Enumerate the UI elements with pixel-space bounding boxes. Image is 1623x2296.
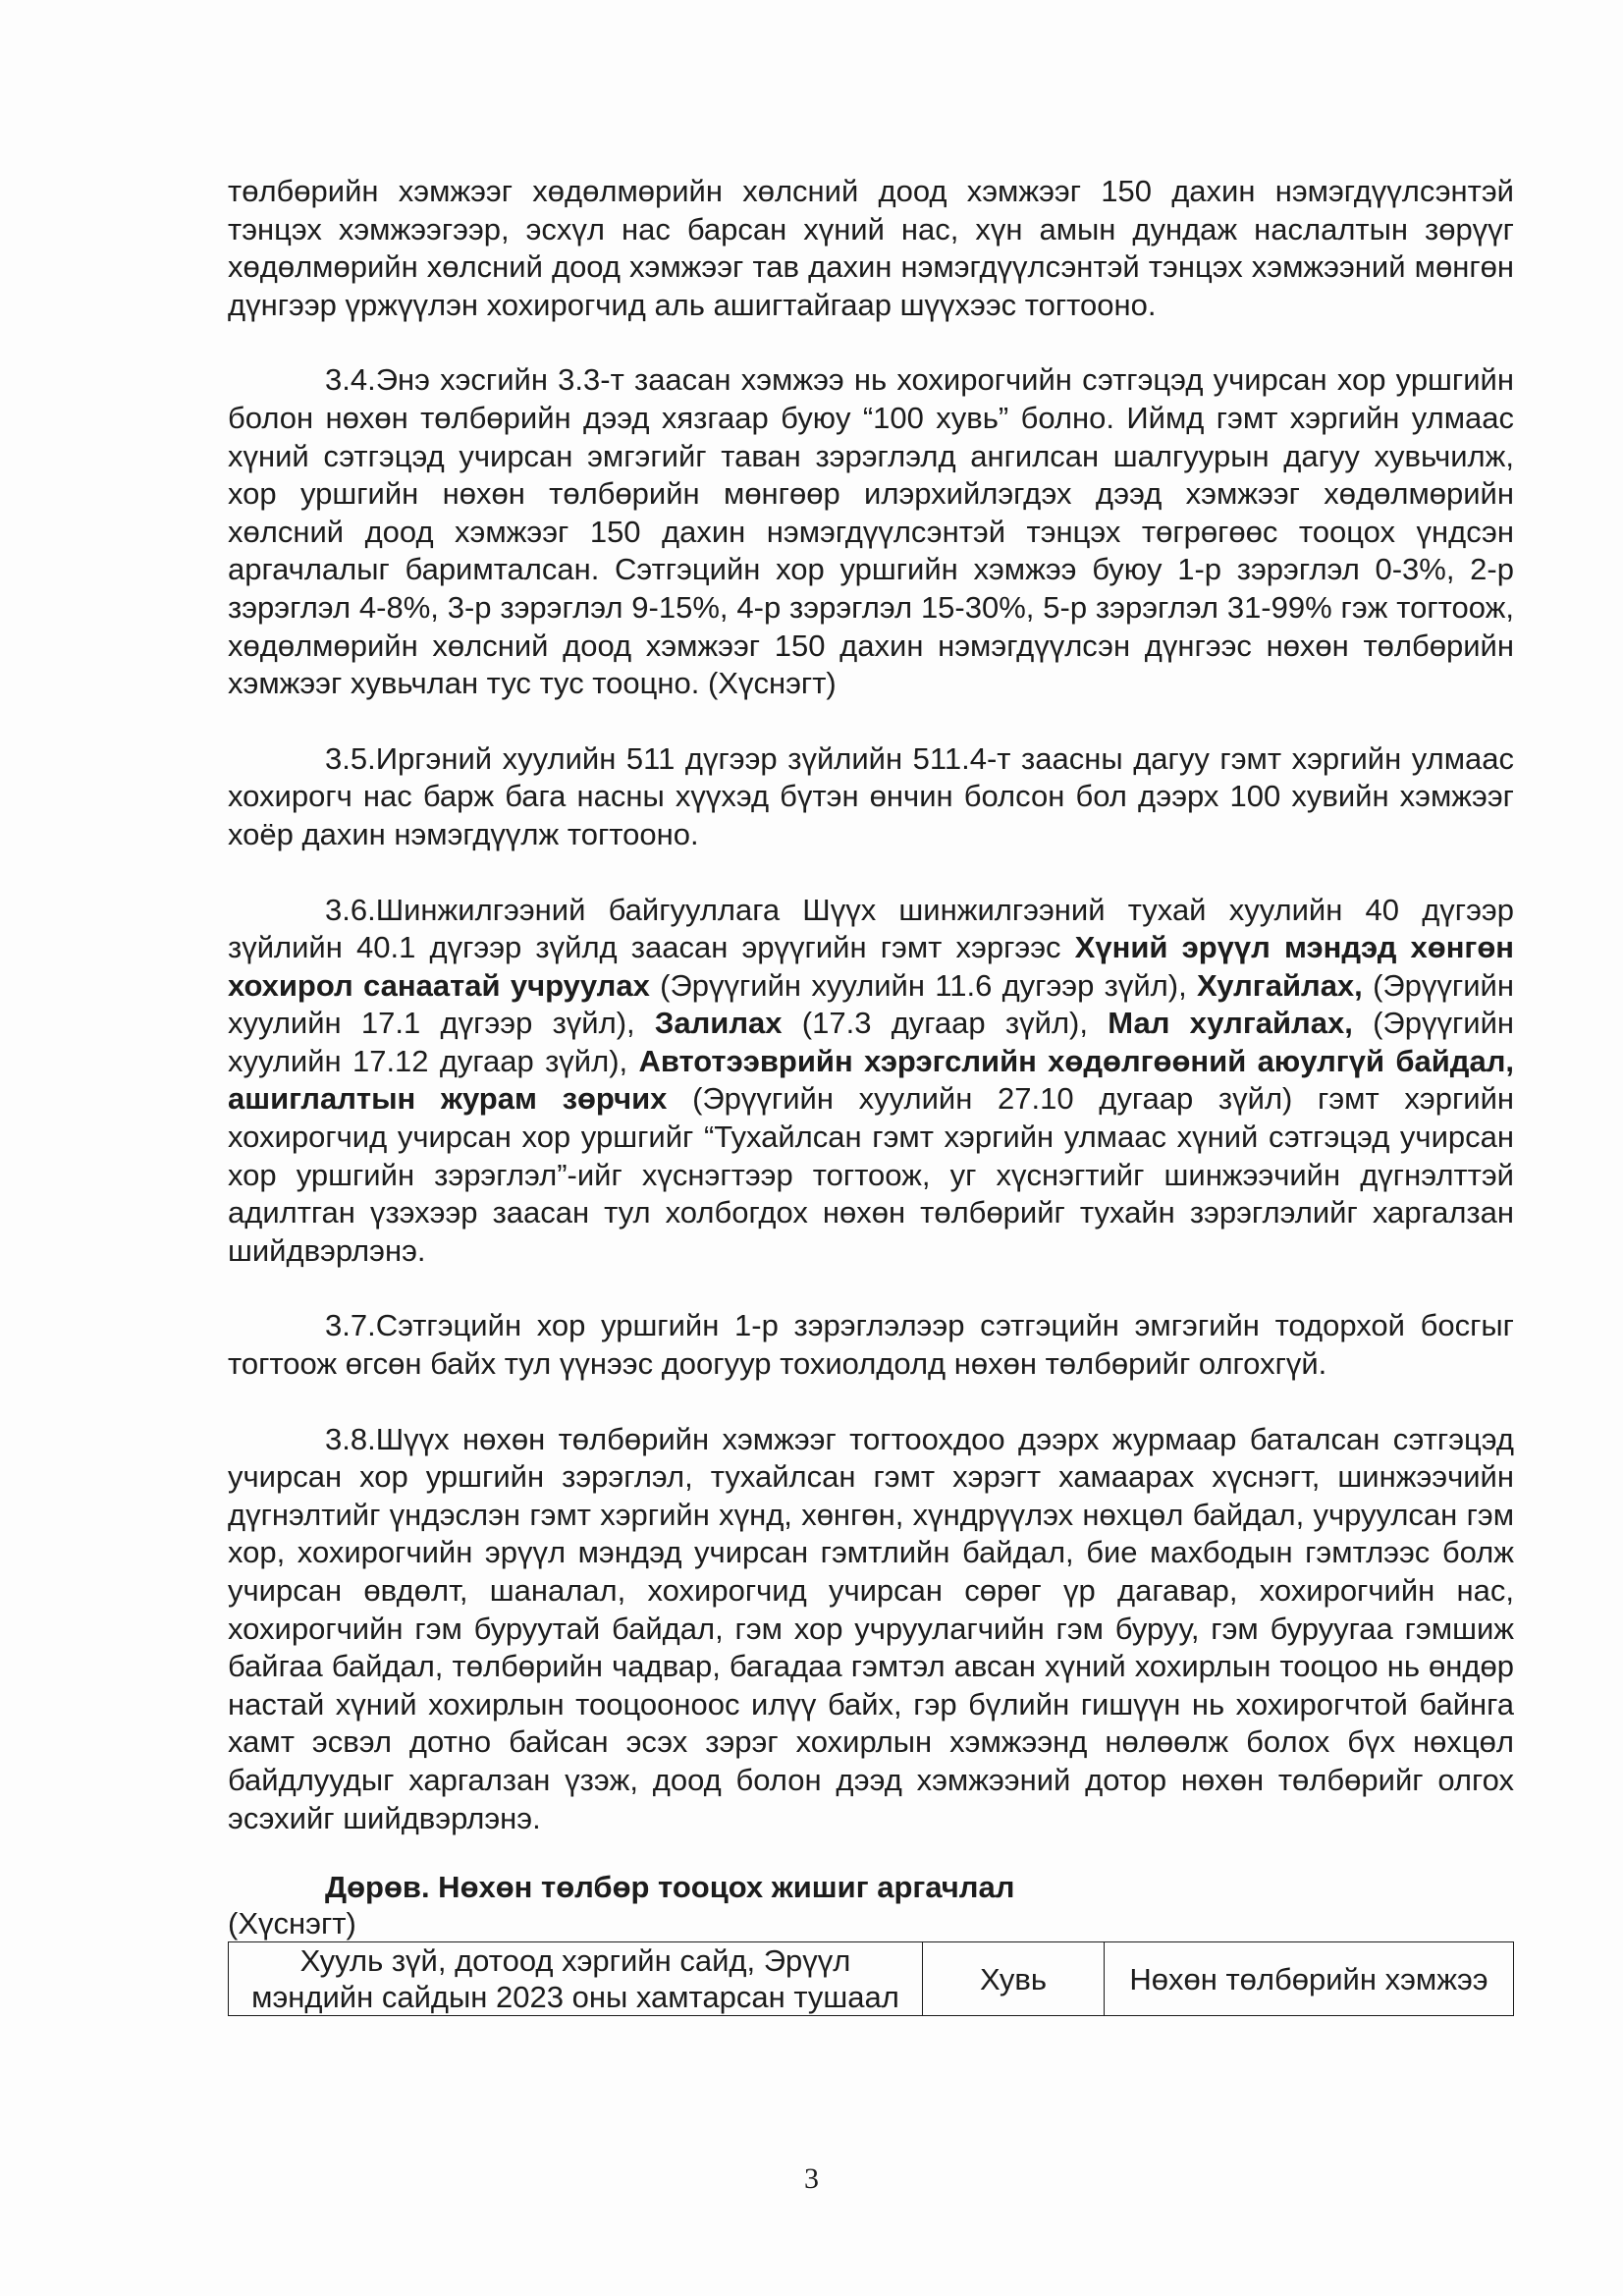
text-segment: (Эрүүгийн хуулийн 27.10 дугаар зүйл) гэмт хэргийн хохирогчид учирсан хор уршгийг “Тухайлсан гэмт хэргийн улмаас хүний сэтгэцэд учирсан хор уршгийн зэрэглэл”-ийг хүснэгтээр тогтоож, уг хүснэгтийг шинжээчийн дүгнэлттэй адилтган үзэхээр заасан тул холбогдох нөхөн төлбөрийг тухайн зэрэглэлийг харгалзан шийдвэрлэнэ. [228, 1081, 1514, 1268]
paragraph-3-6 [228, 892, 1514, 1271]
text-segment: (17.3 дугаар зүйл), [782, 1006, 1109, 1041]
bold-term-theft: Хулгайлах, [1197, 967, 1363, 1003]
text-segment: (Эрүүгийн хуулийн 17.1 дүгээр зүйл), [228, 967, 1514, 1041]
paragraph-3-8: 3.8.Шүүх нөхөн төлбөрийн хэмжээг тогтоохдоо дээрх журмаар баталсан сэтгэцэд учирсан хор уршгийн зэрэглэл, тухайлсан гэмт хэрэгт хамаарах хүснэгт, шинжээчийн дүгнэлтийг үндэслэн гэмт хэргийн хүнд, хөнгөн, хүндрүүлэх нөхцөл байдал, учруулсан гэм хор, хохирогчийн эрүүл мэндэд учирсан гэмтлийн байдал, бие махбодын гэмтлээс болж учирсан өвдөлт, шаналал, хохирогчид учирсан сөрөг үр дагавар, хохирогчийн нас, хохирогчийн гэм буруутай байдал, гэм хор учруулагчийн гэм буруу, гэм буруугаа гэмшиж байгаа байдал, төлбөрийн чадвар, багадаа гэмтэл авсан хүний хохирлын тооцоо нь өндөр настай хүний хохирлын тооцооноос илүү байх, гэр бүлийн гишүүн нь хохирогчтой байнга хамт эсвэл дотно байсан эсэх зэрэг хохирлын хэмжээнд нөлөөлж болох бүх нөхцөл байдлуудыг харгалзан үзэж, доод болон дээд хэмжээний дотор нөхөн төлбөрийг олгох эсэхийг шийдвэрлэнэ. [228, 1421, 1514, 1835]
table-header-percent: Хувь [923, 1942, 1105, 2016]
paragraph-3-5: 3.5.Иргэний хуулийн 511 дүгээр зүйлийн 511.4-т заасны дагуу гэмт хэргийн улмаас хохирогч нас барж бага насны хүүхэд бүтэн өнчин болсон бол дээрх 100 хувийн хэмжээг хоёр дахин нэмэгдүүлж тогтооно. [228, 740, 1514, 851]
text-segment: (Эрүүгийн хуулийн 17.12 дугаар зүйл), [228, 1006, 1515, 1078]
paragraph-intro: төлбөрийн хэмжээг хөдөлмөрийн хөлсний доод хэмжээг 150 дахин нэмэгдүүлсэнтэй тэнцэх хэмжээгээр, эсхүл нас барсан хүний нас, хүн амын дундаж наслалтын зөрүүг хөдөлмөрийн хөлсний доод хэмжээг тав дахин нэмэгдүүлсэнтэй тэнцэх хэмжээний мөнгөн дүнгээр үржүүлэн хохирогчид аль ашигтайгаар шүүхээс тогтооно. [228, 174, 1514, 322]
paragraph-3-4: 3.4.Энэ хэсгийн 3.3-т заасан хэмжээ нь хохирогчийн сэтгэцэд учирсан хор уршгийн болон нөхөн төлбөрийн дээд хязгаар буюу “100 хувь” болно. Иймд гэмт хэргийн улмаас хүний сэтгэцэд учирсан эмгэгийг таван зэрэглэлд ангилсан шалгуурын дагуу хувьчилж, хор уршгийн нөхөн төлбөрийн мөнгөөр илэрхийлэгдэх дээд хэмжээг хөдөлмөрийн хөлсний доод хэмжээг 150 дахин нэмэгдүүлсэнтэй тэнцэх төгрөгөөс тооцох үндсэн аргачлалыг баримталсан. Сэтгэцийн хор уршгийн хэмжээ буюу 1-р зэрэглэл 0-3%, 2-р зэрэглэл 4-8%, 3-р зэрэглэл 9-15%, 4-р зэрэглэл 15-30%, 5-р зэрэглэл 31-99% гэж тогтоож, хөдөлмөрийн хөлсний доод хэмжээг 150 дахин нэмэгдүүлсэн дүнгээс нөхөн төлбөрийн хэмжээг хувьчлан тус тус тооцно. (Хүснэгт) [228, 362, 1514, 701]
table-header-row [229, 1942, 1514, 2016]
page-body [228, 173, 1514, 2016]
table-header-order: Хууль зүй, дотоод хэргийн сайд, Эрүүл мэндийн сайдын 2023 оны хамтарсан тушаал [229, 1942, 923, 2016]
text-segment: 3.6.Шинжилгээний байгууллага Шүүх шинжилгээний тухай хуулийн 40 дүгээр зүйлийн 40.1 дүгээр зүйлд заасан эрүүгийн гэмт хэргээс [228, 892, 1514, 965]
bold-term-light-harm: Хүний эрүүл мэндэд хөнгөн хохирол санаатай учруулах [228, 930, 1515, 1003]
paragraph-3-7: 3.7.Сэтгэцийн хор уршгийн 1-р зэрэглэлээр сэтгэцийн эмгэгийн тодорхой босгыг тогтоож өгсөн байх тул үүнээс доогуур тохиолдолд нөхөн төлбөрийг олгохгүй. [228, 1308, 1514, 1382]
text-segment: (Эрүүгийн хуулийн 11.6 дугээр зүйл), [649, 967, 1197, 1003]
page-number: 3 [804, 2162, 819, 2195]
section-heading: Дөрөв. Нөхөн төлбөр тооцох жишиг аргачлал [325, 1870, 1015, 1905]
compensation-table [228, 1941, 1514, 2016]
bold-term-livestock-theft: Мал хулгайлах, [1108, 1006, 1353, 1041]
bold-term-fraud: Залилах [654, 1006, 783, 1041]
table-header-amount: Нөхөн төлбөрийн хэмжээ [1105, 1942, 1514, 2016]
table-caption: (Хүснэгт) [228, 1906, 356, 1941]
bold-term-traffic-violation: Автотээврийн хэрэгслийн хөдөлгөөний аюулгүй байдал, ашиглалтын журам зөрчих [228, 1043, 1514, 1117]
